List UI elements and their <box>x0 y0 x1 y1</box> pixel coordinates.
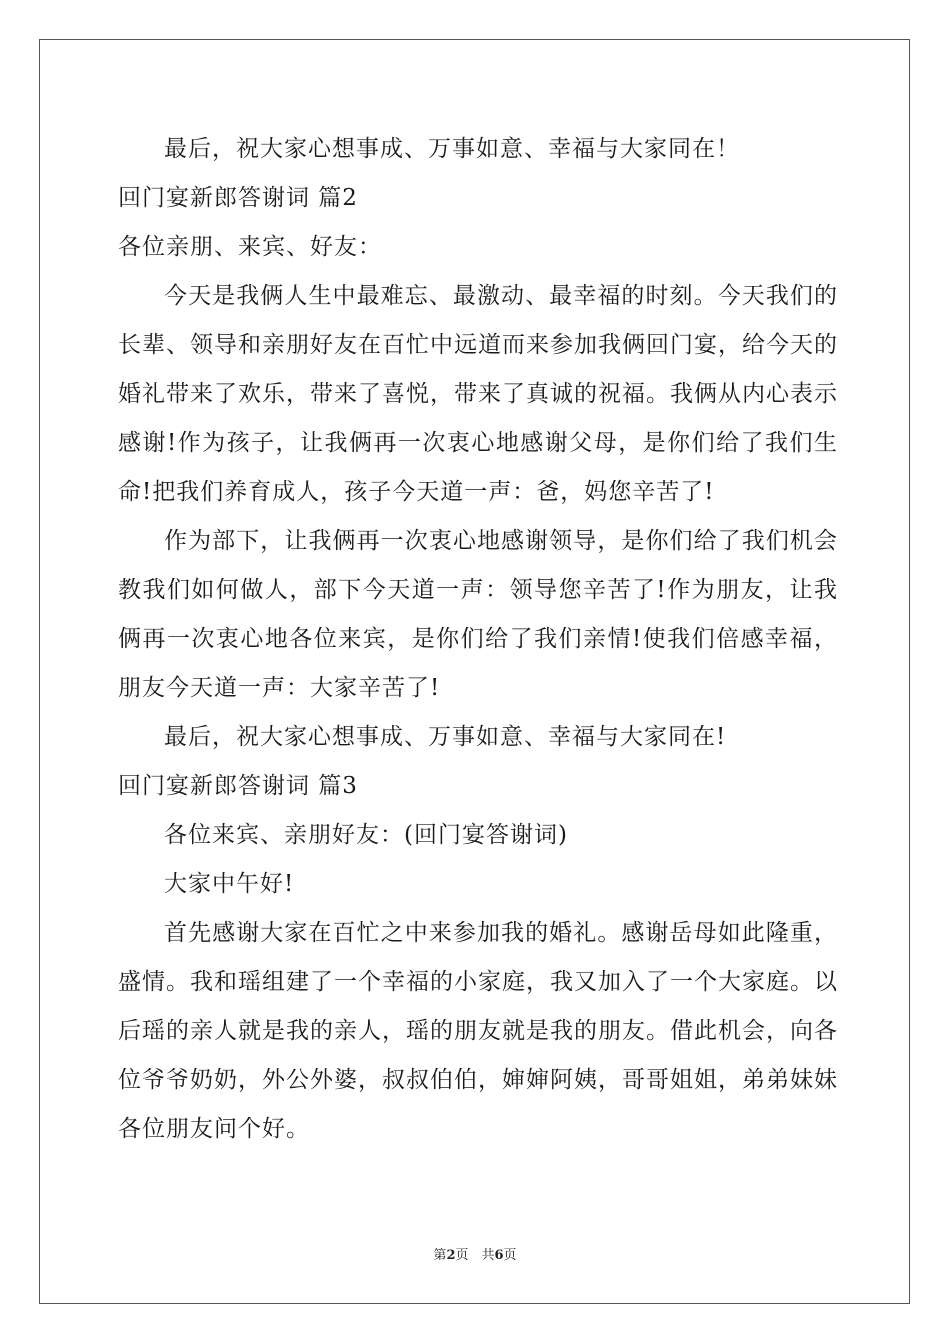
page-footer <box>0 1244 950 1263</box>
closing-wish-1: 最后，祝大家心想事成、万事如意、幸福与大家同在！ <box>164 136 740 162</box>
section-heading-2: 回门宴新郎答谢词 篇2 <box>118 185 358 211</box>
current-page-number: 2 <box>446 1248 456 1263</box>
greeting: 大家中午好! <box>164 871 295 897</box>
section-heading-3: 回门宴新郎答谢词 篇3 <box>118 773 358 799</box>
paragraph-thanks-leaders: 作为部下，让我俩再一次衷心地感谢领导，是你们给了我们机会教我们如何做人，部下今天道一声：领导您辛苦了!作为朋友，让我俩再一次衷心地各位来宾，是你们给了我们亲情!使我们倍感幸福，朋友今天道一声：大家辛苦了! <box>118 528 838 701</box>
salutation-2: 各位亲朋、来宾、好友： <box>118 234 382 260</box>
footer-suffix: 页 <box>503 1248 517 1263</box>
paragraph-thanks-parents: 今天是我俩人生中最难忘、最激动、最幸福的时刻。今天我们的长辈、领导和亲朋好友在百忙中远道而来参加我俩回门宴，给今天的婚礼带来了欢乐，带来了喜悦，带来了真诚的祝福。我俩从内心表示感谢!作为孩子，让我俩再一次衷心地感谢父母，是你们给了我们生命!把我们养育成人，孩子今天道一声：爸，妈您辛苦了! <box>118 283 838 505</box>
paragraph-thanks-guests: 首先感谢大家在百忙之中来参加我的婚礼。感谢岳母如此隆重，盛情。我和瑶组建了一个幸福的小家庭，我又加入了一个大家庭。以后瑶的亲人就是我的亲人，瑶的朋友就是我的朋友。借此机会，向各位爷爷奶奶，外公外婆，叔叔伯伯，婶婶阿姨，哥哥姐姐，弟弟妹妹各位朋友问个好。 <box>118 920 838 1142</box>
footer-mid: 页 共 <box>455 1248 495 1263</box>
closing-wish-2: 最后，祝大家心想事成、万事如意、幸福与大家同在! <box>164 724 727 750</box>
salutation-3: 各位来宾、亲朋好友：(回门宴答谢词) <box>164 822 568 848</box>
footer-prefix: 第 <box>433 1248 447 1263</box>
document-body <box>118 125 838 1154</box>
total-page-number: 6 <box>494 1248 504 1263</box>
